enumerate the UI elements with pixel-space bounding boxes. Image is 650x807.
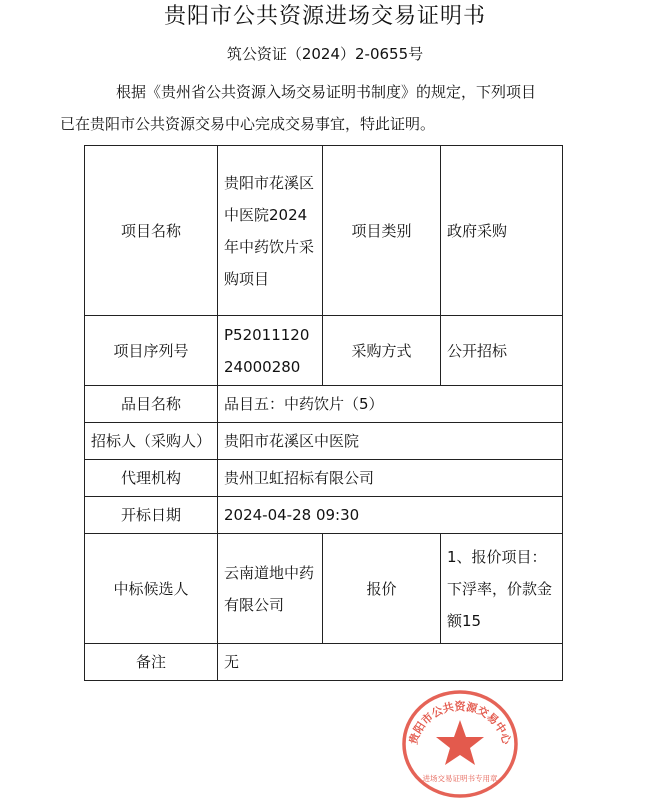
row-candidate (85, 534, 563, 644)
serial-label: 项目序列号 (85, 316, 218, 386)
open-date-label: 开标日期 (85, 497, 218, 534)
star-icon (436, 720, 484, 765)
seal-ring-text: 贵阳市公共资源交易中心 (406, 700, 514, 746)
agency-value: 贵州卫虹招标有限公司 (218, 460, 563, 497)
seal-bottom-text: 进场交易证明书专用章 (422, 774, 498, 783)
method-label: 采购方式 (323, 316, 441, 386)
tenderer-label: 招标人（采购人） (85, 423, 218, 460)
page-title: 贵阳市公共资源进场交易证明书 (163, 4, 486, 29)
candidate-value: 云南道地中药有限公司 (218, 534, 323, 644)
remark-label: 备注 (85, 644, 218, 681)
item-label: 品目名称 (85, 386, 218, 423)
official-seal (400, 688, 520, 798)
project-name-label: 项目名称 (85, 146, 218, 316)
row-open-date (85, 497, 563, 534)
intro-paragraph (60, 76, 564, 140)
open-date-value: 2024-04-28 09:30 (218, 497, 563, 534)
agency-label: 代理机构 (85, 460, 218, 497)
intro-line-2: 已在贵阳市公共资源交易中心完成交易事宜，特此证明。 (60, 115, 436, 133)
project-type-value: 政府采购 (441, 146, 563, 316)
row-serial (85, 316, 563, 386)
candidate-label: 中标候选人 (85, 534, 218, 644)
row-remark (85, 644, 563, 681)
row-tenderer (85, 423, 563, 460)
tenderer-value: 贵阳市花溪区中医院 (218, 423, 563, 460)
document-number: 筑公资证（2024）2-0655号 (226, 45, 424, 63)
item-value: 品目五：中药饮片（5） (218, 386, 563, 423)
project-name-value: 贵阳市花溪区中医院2024年中药饮片采购项目 (218, 146, 323, 316)
quote-label: 报价 (323, 534, 441, 644)
row-agency (85, 460, 563, 497)
remark-value: 无 (218, 644, 563, 681)
project-type-label: 项目类别 (323, 146, 441, 316)
row-project-name (85, 146, 563, 316)
method-value: 公开招标 (441, 316, 563, 386)
serial-value: P52011120 24000280 (218, 316, 323, 386)
certificate-table (84, 145, 563, 681)
row-item (85, 386, 563, 423)
intro-line-1: 根据《贵州省公共资源入场交易证明书制度》的规定，下列项目 (116, 83, 537, 101)
quote-value: 1、报价项目：下浮率，价款金额15 (441, 534, 563, 644)
